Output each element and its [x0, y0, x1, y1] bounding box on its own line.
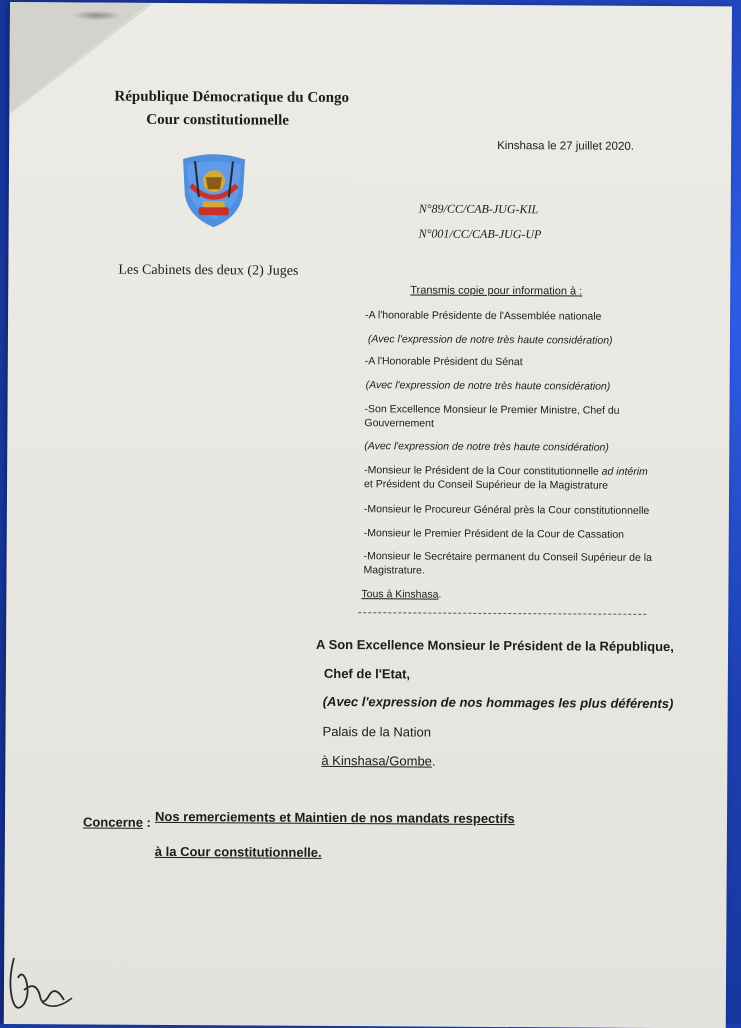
recipient-line-adinterim: ad intérim: [601, 465, 648, 478]
address-line-5: [321, 753, 435, 769]
concerne-colon: :: [142, 814, 151, 830]
recipient-line: Gouvernement: [364, 417, 434, 430]
handwritten-signature-icon: [2, 950, 82, 1020]
recipient-line: et Président du Conseil Supérieur de la Magistrature: [364, 478, 609, 492]
tous-line: [361, 588, 441, 600]
paper-mark: [72, 10, 122, 20]
recipient-line: -Monsieur le Procureur Général près la Cour constitutionnelle: [363, 503, 650, 517]
address-line-2: Chef de l'Etat,: [323, 665, 411, 682]
recipient-line: (Avec l'expression de notre très haute considération): [367, 333, 613, 347]
recipient-line: -A l'Honorable Président du Sénat: [364, 355, 523, 369]
header-republic: République Démocratique du Congo: [114, 88, 350, 107]
address-line-4: Palais de la Nation: [322, 723, 432, 740]
reference-number-1: N°89/CC/CAB-JUG-KIL: [418, 201, 539, 217]
address-line-1: A Son Excellence Monsieur le Président de la République,: [316, 636, 674, 655]
concerne-label: [83, 814, 151, 829]
coat-of-arms-emblem-icon: [177, 151, 251, 229]
tous-period: .: [438, 588, 442, 601]
recipient-line-main: -Monsieur le Président de la Cour constitutionnelle: [364, 464, 599, 478]
reference-number-2: N°001/CC/CAB-JUG-UP: [418, 226, 542, 242]
concerne-word: Concerne: [82, 814, 144, 830]
dashed-separator: [358, 612, 646, 615]
recipient-line: (Avec l'expression de notre très haute considération): [364, 440, 609, 454]
recipient-line: [364, 464, 648, 478]
tous-text: Tous à Kinshasa: [361, 588, 439, 601]
concerne-line-2: à la Cour constitutionnelle.: [154, 843, 322, 860]
address-line-3: (Avec l'expression de nos hommages les plus déférents): [322, 693, 674, 712]
document-page: [4, 2, 732, 1028]
address-city: à Kinshasa/Gombe: [321, 752, 432, 769]
date-line: Kinshasa le 27 juillet 2020.: [497, 139, 634, 153]
address-period: .: [431, 753, 436, 769]
concerne-line-1: Nos remerciements et Maintien de nos mandats respectifs: [154, 808, 515, 827]
recipient-line: Magistrature.: [363, 564, 425, 577]
recipient-line: -Monsieur le Secrétaire permanent du Conseil Supérieur de la: [363, 550, 652, 564]
transmis-title: Transmis copie pour information à :: [410, 284, 583, 298]
header-court: Cour constitutionnelle: [146, 111, 289, 129]
recipient-line: -A l'honorable Présidente de l'Assemblée nationale: [365, 309, 602, 323]
sender-line: Les Cabinets des deux (2) Juges: [118, 262, 299, 279]
recipient-line: -Monsieur le Premier Président de la Cour de Cassation: [363, 527, 625, 541]
recipient-line: -Son Excellence Monsieur le Premier Ministre, Chef du: [364, 403, 620, 417]
recipient-line: (Avec l'expression de notre très haute considération): [365, 379, 611, 393]
